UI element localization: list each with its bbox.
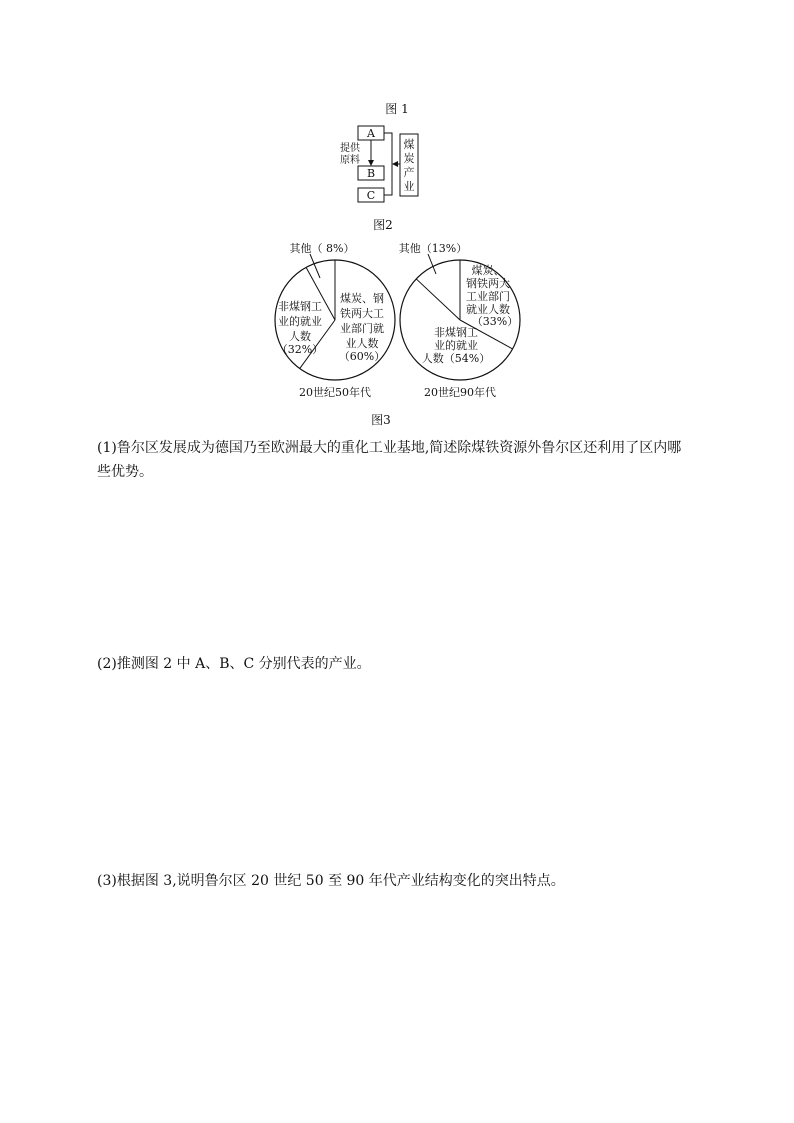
pie1-non-line-1: 非煤钢工: [278, 300, 322, 313]
pie2-coal-line-1: 煤炭、: [471, 264, 505, 277]
figure3-charts: [270, 236, 530, 402]
pie1-other-leader: [310, 254, 320, 278]
pie2-coal-line-5: （33%）: [471, 315, 519, 328]
question-1: (1)鲁尔区发展成为德国乃至欧洲最大的重化工业基地,简述除煤铁资源外鲁尔区还利用了区内哪些优势。: [97, 440, 682, 480]
pie1-non-line-2: 业的就业: [278, 315, 322, 328]
box-b-label: B: [366, 167, 376, 180]
pie1-other-label: 其他（ 8%）: [289, 242, 355, 255]
bracket-line: [384, 133, 392, 195]
figure2-caption: 图2: [373, 218, 393, 232]
pie2-slice-divider-other: [416, 279, 460, 320]
figure1-caption: 图 1: [385, 102, 409, 116]
pie1-coal-line-5: （60%）: [338, 350, 386, 363]
pie1-title: 20世纪50年代: [299, 386, 371, 399]
coal-char-3: 产: [403, 166, 415, 179]
pie1-coal-line-4: 业人数: [345, 337, 379, 350]
pie2-coal-line-2: 钢铁两大: [466, 277, 510, 290]
pie2-coal-line-3: 工业部门: [466, 290, 510, 303]
pie2-other-label: 其他（13%）: [398, 242, 468, 255]
pie1-coal-line-2: 铁两大工: [340, 307, 384, 320]
box-a-label: A: [367, 127, 375, 140]
pie2-non-line-3: 人数（54%）: [421, 352, 491, 365]
figure3-caption: 图3: [371, 413, 391, 427]
pie2-non-line-1: 非煤钢工: [434, 326, 478, 339]
question-2: (2)推测图 2 中 A、B、C 分别代表的产业。: [97, 656, 371, 672]
pie2-coal-line-4: 就业人数: [466, 303, 510, 316]
pie1-coal-line-1: 煤炭、钢: [340, 292, 384, 305]
coal-char-2: 炭: [403, 152, 415, 165]
pie2-non-line-2: 业的就业: [434, 339, 478, 352]
coal-char-4: 业: [403, 180, 415, 193]
side-label-2: 原料: [340, 155, 360, 166]
pie2-other-leader: [428, 254, 436, 274]
question-3: (3)根据图 3,说明鲁尔区 20 世纪 50 至 90 年代产业结构变化的突出特点。: [97, 873, 565, 889]
box-c-label: C: [366, 189, 376, 202]
pie1-non-line-3: 人数: [289, 330, 311, 343]
pie1-non-line-4: （32%）: [276, 343, 324, 356]
pie1-coal-line-3: 业部门就: [340, 322, 384, 335]
figure2-diagram: [330, 122, 430, 204]
coal-char-1: 煤: [403, 138, 415, 151]
side-label-1: 提供: [340, 143, 360, 154]
pie2-title: 20世纪90年代: [424, 386, 496, 399]
